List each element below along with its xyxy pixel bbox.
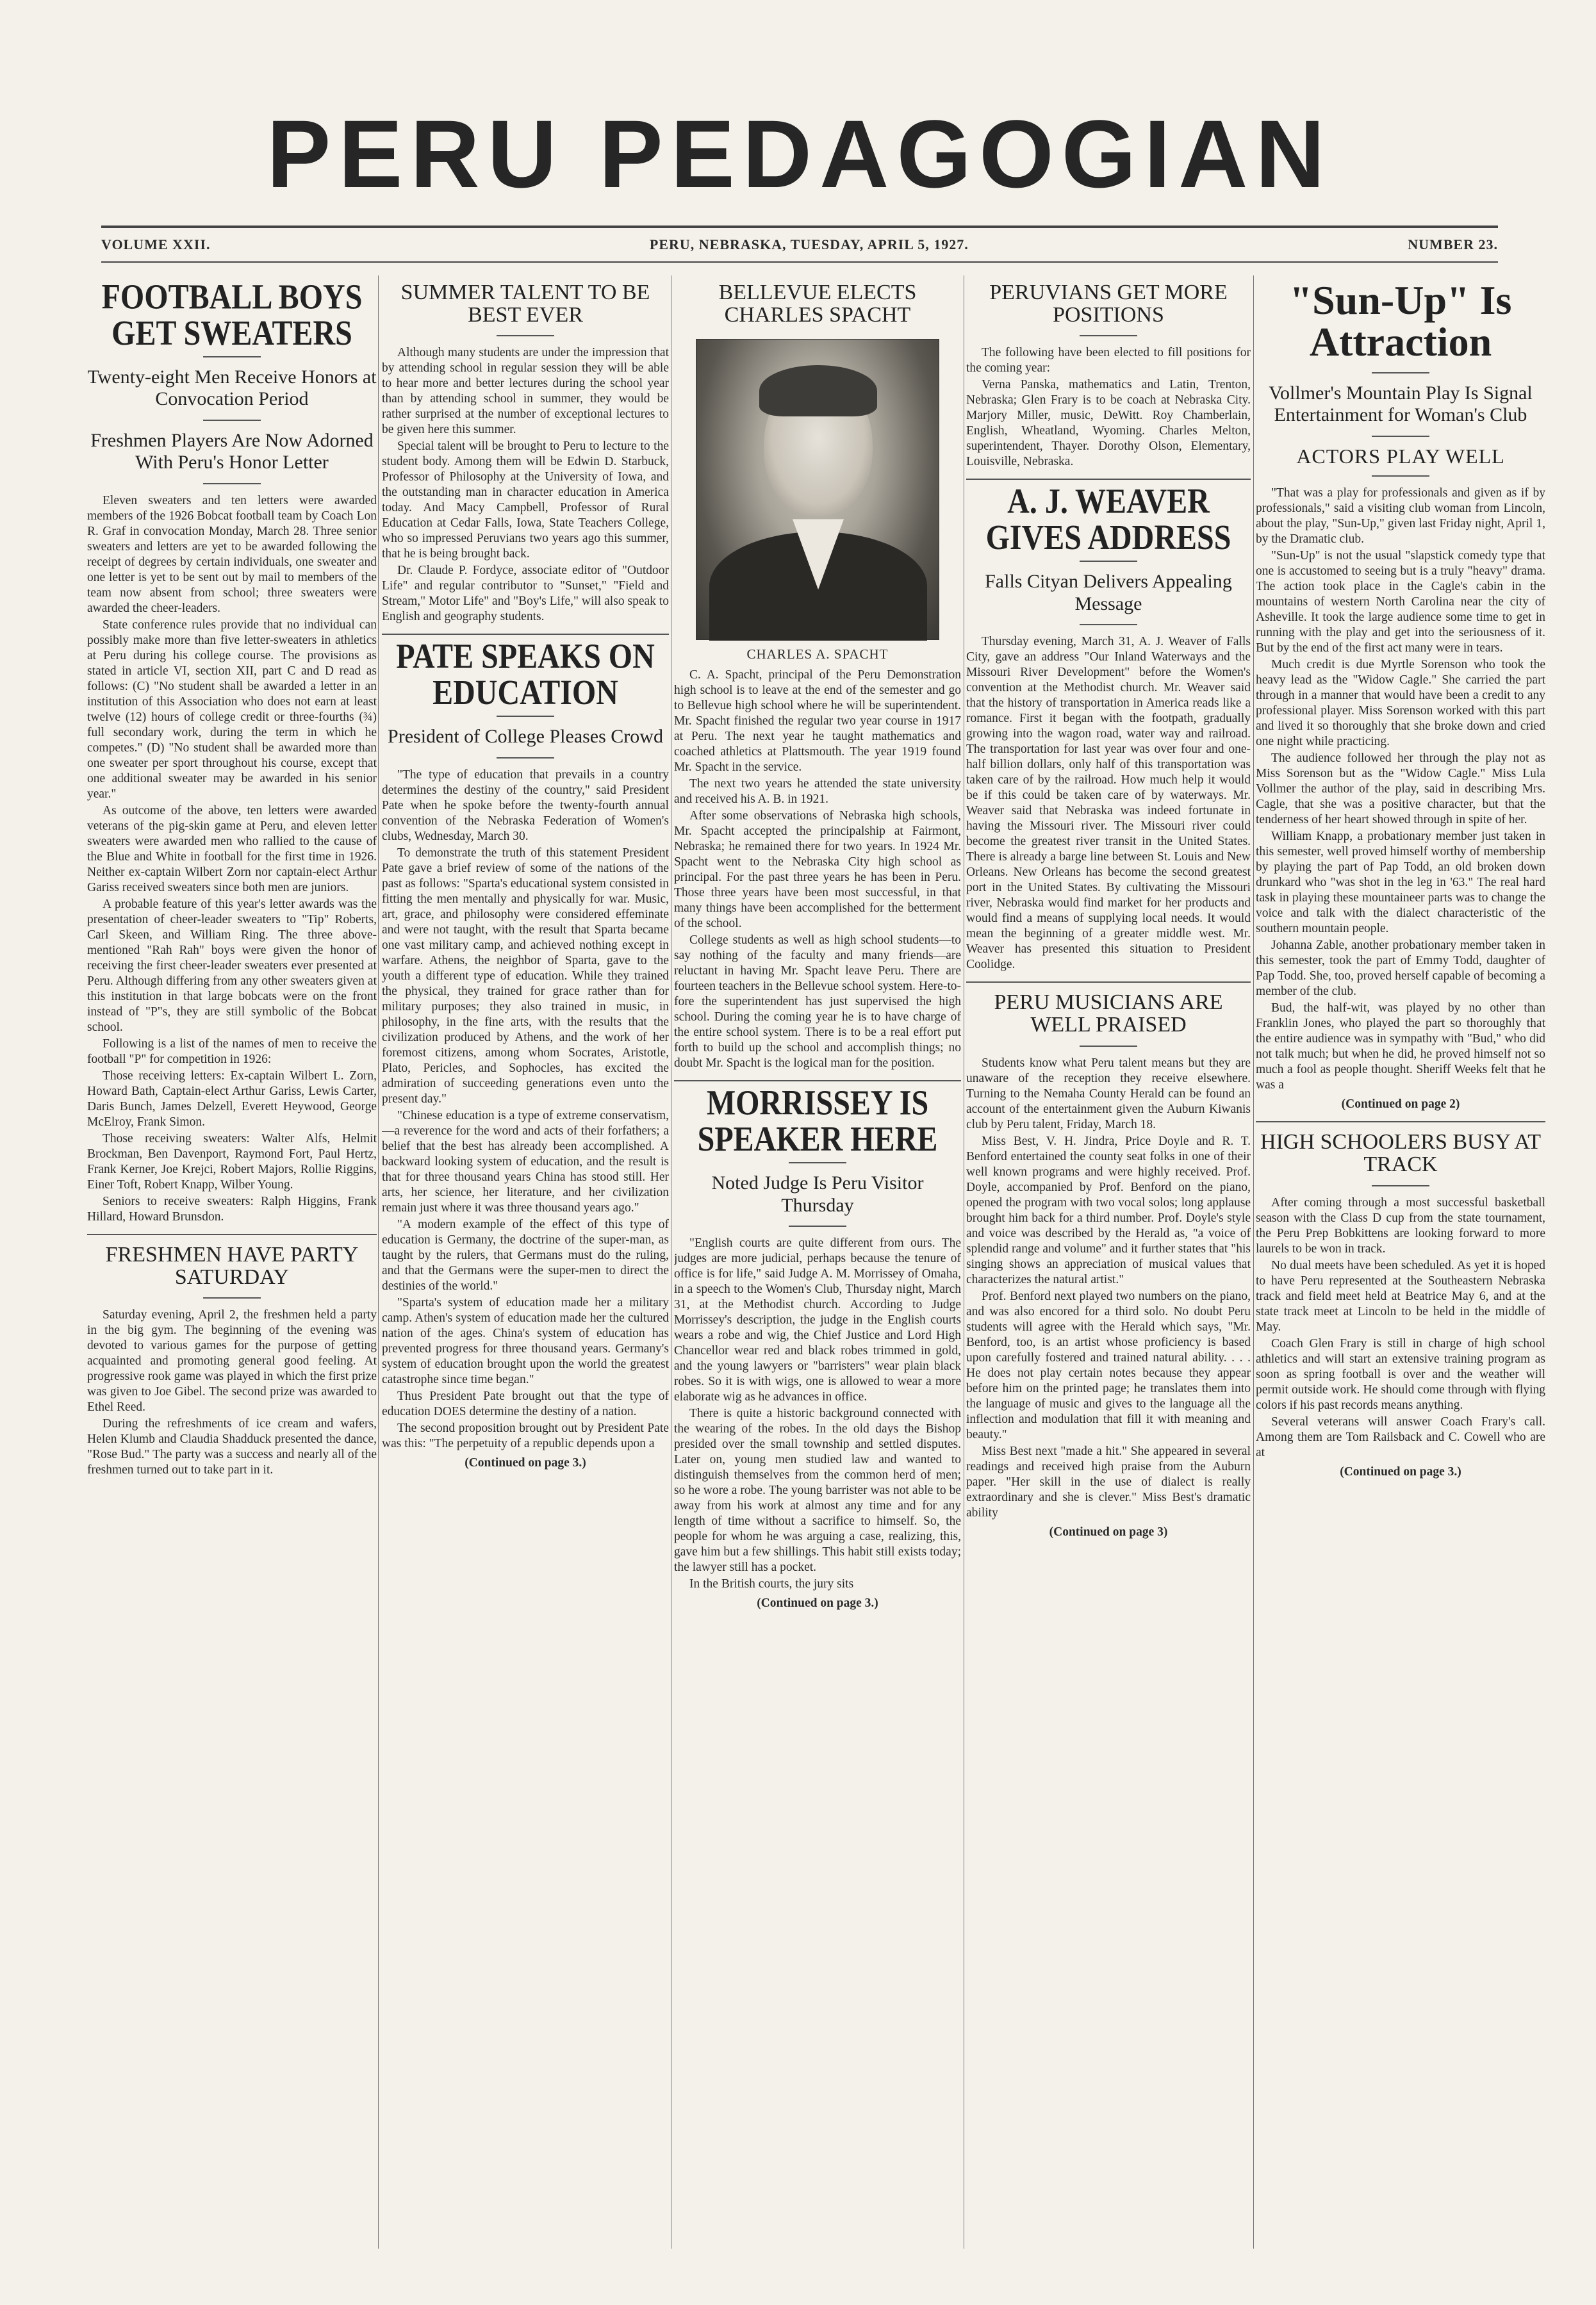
article-paragraph: Those receiving letters: Ex-captain Wilbert L. Zorn, Howard Bath, Captain-elect Arthur Gariss, Lewis Carter, Daris Bunch, James Delzell, Everett Heywood, George McElroy, Frank Simon.	[87, 1069, 377, 1129]
article-paragraph: C. A. Spacht, principal of the Peru Demonstration high school is to leave at the end of the semester and go to Bellevue high school where he will be superintendent. Mr. Spacht finished the regular two year course in 1917 at Peru. The next year he taught mathematics and coached athletics at Plattsmouth. The year 1919 found Mr. Spacht in the service.	[674, 668, 961, 775]
article-paragraph: To demonstrate the truth of this statement President Pate gave a brief review of some of the nations of the past as follows: "Sparta's educational system consisted in fitting the men mentally and physically for war. Music, art, grace, and philosophy were considered effeminate and were not taught, with the result that Sparta became one vast military camp, and achieved nothing except in warfare. Athens, the neighbor of Sparta, gave to the youth a different type of education. While they trained the physical, they trained for grace rather than for military purposes; they also trained in music, in philosophy, in the fine arts, with the results that the civilization produced by Athens, and the work of her foremost citizens, among whom Socrates, Aristotle, Plato, Pericles, and Sophocles, has excited the admiration of succeeding generations even unto the present day."	[382, 846, 669, 1106]
masthead	[76, 90, 1524, 218]
article-paragraph: "English courts are quite different from ours. The judges are more judicial, perhaps because the tenure of office is for life," said Judge A. M. Morrissey of Omaha, in a speech to the Women's Club, Thursday night, March 31, at the Methodist church. According to Judge Morrissey's description, the judge in the English courts wears a robe and wig, the Chief Justice and Lord High Chancellor wear red and black robes trimmed in gold, and the young lawyers or "barristers" wear plain black robes. So it is with wigs, one is allowed to wear a more elaborate wig as he advances in office.	[674, 1236, 961, 1404]
article-paragraph: No dual meets have been scheduled. As yet it is hoped to have Peru represented at the Southeastern Nebraska track and field meet held at Beatrice May 6, and at the state track meet at Lincoln to be held in the middle of May.	[1256, 1258, 1545, 1334]
article-paragraph: The audience followed her through the play not as Miss Sorenson but as the "Widow Cagle." Miss Lula Vollmer the author of the play, said in describing Mrs. Cagle, that she was a positive character, but that the tenderness of her heart showed through in spite of her.	[1256, 751, 1545, 827]
article-paragraph: Much credit is due Myrtle Sorenson who took the heavy lead as the "Widow Cagle." She carried the part through in a manner that would have been a credit to any professional player. Miss Sorenson worked with this part and lived it so thoroughly that she broke down and cried one night while practicing.	[1256, 658, 1545, 749]
photo-caption: CHARLES A. SPACHT	[746, 646, 889, 662]
divider	[966, 479, 1251, 480]
divider	[1372, 436, 1429, 437]
divider	[1080, 561, 1137, 562]
article-paragraph: Prof. Benford next played two numbers on the piano, and was also encored for a third solo. No doubt Peru students will agree with the Herald which says, "Mr. Benford, too, is an artist whose proficiency is based upon carefully fostered and trained natural ability. . . . He does not play certain notes because they appear before him on the printed page; he translates them into the language of music and gives to the language all the inflection and modulation that fill it with meaning and beauty."	[966, 1289, 1251, 1441]
continued-note: (Continued on page 2)	[1341, 1097, 1460, 1111]
article-paragraph: Special talent will be brought to Peru to lecture to the student body. Among them will be Edwin D. Starbuck, Professor of Philosophy at the University of Iowa, and the outstanding man in character education in America today. And Macy Campbell, Professor of Rural Education at Cedar Falls, Iowa, State Teachers College, who so impressed Peruvians two years ago this summer, that he is being brought back.	[382, 439, 669, 561]
column-divider	[378, 275, 379, 2249]
headline-sun-up: "Sun-Up" Is Attraction	[1289, 277, 1512, 365]
article-paragraph: The next two years he attended the state university and received his A. B. in 1921.	[674, 777, 961, 807]
deck-football-1: Twenty-eight Men Receive Honors at Convocation Period	[87, 366, 377, 410]
article-paragraph: Miss Best, V. H. Jindra, Price Doyle and R. T. Benford entertained the county seat folks in one of their well known programs and were highly received. Prof. Doyle, accompanied by Prof. Benford on the piano, opened the program with two vocal solos; long applause brought him back for a third number. Prof. Doyle's style and voice was described by the Herald as, "a voice of splendid range and volume" and it further states that "his singing shows an appreciation of musical values that characterizes the natural artist."	[966, 1134, 1251, 1286]
volume-label: VOLUME XXII.	[101, 236, 211, 252]
article-paragraph: After coming through a most successful basketball season with the Class D cup from the state tournament, the Peru Prep Bobkittens are looking forward to more laurels to be won in track.	[1256, 1195, 1545, 1256]
article-paragraph: Saturday evening, April 2, the freshmen held a party in the big gym. The beginning of the evening was devoted to various games for the purpose of getting acquainted and promoting general good feeling. At progressive rook game was played in which the first prize was given to Joe Gibel. The second prize was awarded to Ethel Reed.	[87, 1308, 377, 1415]
column-2	[382, 275, 669, 2268]
article-paragraph: "A modern example of the effect of this type of education is Germany, the doctrine of the super-man, as taught by the rulers, that Germans must do the ruling, and that the Germans were the super-men to direct the destinies of the world."	[382, 1217, 669, 1293]
headline-peruvians: PERUVIANS GET MORE POSITIONS	[989, 281, 1228, 327]
continued-note: (Continued on page 3.)	[1340, 1464, 1461, 1479]
article-paragraph: The following have been elected to fill positions for the coming year:	[966, 346, 1251, 375]
headline-football: FOOTBALL BOYS GET SWEATERS	[101, 277, 363, 353]
article-paragraph: Miss Best next "made a hit." She appeared in several readings and received high praise from the Auburn paper. "Her skill in the use of dialect is really extraordinary and she is clever." Miss Best's dramatic ability	[966, 1444, 1251, 1520]
article-paragraph: The second proposition brought out by President Pate was this: "The perpetuity of a republic depends upon a	[382, 1421, 669, 1450]
article-paragraph: College students as well as high school students—to say nothing of the faculty and many friends—are reluctant in having Mr. Spacht leave Peru. There are fourteen teachers in the Bellevue school system. Here-to-fore the superintendent has just supervised the high school. During the coming year he is to have charge of the entire school system. There is to be a real effort put forth to build up the school and accomplish things; no doubt Mr. Spacht is the logical man for the position.	[674, 933, 961, 1070]
divider	[203, 420, 261, 421]
divider	[789, 1162, 846, 1163]
article-paragraph: "Sparta's system of education made her a military camp. Athen's system of education made her the cultured nation of the ages. China's system of education has prevented progress for three thousand years. Germany's system of education brought upon the world the greatest catastrophe since time began."	[382, 1295, 669, 1386]
newspaper-page	[76, 90, 1545, 2261]
headline-morrissey: MORRISSEY IS SPEAKER HERE	[697, 1083, 938, 1159]
headline-summer-talent: SUMMER TALENT TO BE BEST EVER	[400, 281, 650, 327]
deck-weaver: Falls Cityan Delivers Appealing Message	[985, 571, 1232, 614]
article-paragraph: "Chinese education is a type of extreme conservatism,—a reverence for the word and acts of their forfathers; a belief that the best has already been accomplished. A backward looking system of education, and the result is that for three thousand years China has stood still. Her arts, her science, her literature, and her civilization remain just where it was three thousand years ago."	[382, 1108, 669, 1215]
headline-freshmen-party: FRESHMEN HAVE PARTY SATURDAY	[105, 1242, 359, 1289]
place-date: PERU, NEBRASKA, TUESDAY, APRIL 5, 1927.	[649, 236, 969, 252]
article-paragraph: "That was a play for professionals and given as if by professionals," said a visiting club woman from Lincoln, about the play, "Sun-Up," given last Friday night, April 1, by the Dramatic club.	[1256, 486, 1545, 546]
headline-weaver: A. J. WEAVER GIVES ADDRESS	[985, 482, 1231, 557]
headline-bellevue: BELLEVUE ELECTS CHARLES SPACHT	[718, 281, 917, 327]
deck-morrissey: Noted Judge Is Peru Visitor Thursday	[711, 1172, 924, 1216]
article-paragraph: "The type of education that prevails in a country determines the destiny of the country," said President Pate when he spoke before the twenty-fourth annual convention of the Nebraska Federation of Women's clubs, Wednesday, March 30.	[382, 767, 669, 843]
article-paragraph: "Sun-Up" is not the usual "slapstick comedy type that one is accustomed to seeing but is a truly "heavy" drama. The action took place in the Cagle's cabin in the mountains of western North Carolina near the city of Asheville. It took the large audience some time to get in running with the play and get into the seriousness of it. But by the end of the first act many were in tears.	[1256, 549, 1545, 655]
continued-note: (Continued on page 3.)	[757, 1596, 878, 1611]
divider	[382, 634, 669, 635]
divider	[1256, 1121, 1545, 1122]
divider	[203, 356, 261, 357]
article-paragraph: Thursday evening, March 31, A. J. Weaver of Falls City, gave an address "Our Inland Waterways and the Missouri River Development" before the Women's convention at the Methodist church. Mr. Weaver said that the history of transportation in America reads like a romance. First it began with the footpath, gradually growing into the wagon road, water way and railroad. The transportation for last year was over four and one-half billion dollars, only half of this transportation was taken care of by the railroad. How much help it would be if this could be taken care of by waterways. Mr. Weaver said that Nebraska was indeed fortunate in having the Missouri river. The Missouri river could become the greatest river transit in the United States. There is already a barge line between St. Louis and New Orleans. New Orleans has become the second greatest port in the United States. By cultivating the Missouri river, Nebraska would find market for her products and would find a means of supplying local needs. It would mean the beginning of a greater middle west. Mr. Weaver has presented this situation to President Coolidge.	[966, 635, 1251, 972]
article-paragraph: A probable feature of this year's letter awards was the presentation of cheer-leader sweaters to "Tip" Roberts, Carl Skeen, and William Ring. The three above-mentioned "Rah Rah" boys were given the honor of receiving the first cheer-leader sweaters ever presented at Peru. Although differing from any other sweaters given at this institution in that large bobcats were on the front instead of "P"s, they are still symbolic of the Bobcat school.	[87, 897, 377, 1034]
article-paragraph: As outcome of the above, ten letters were awarded veterans of the pig-skin game at Peru, and eleven letter sweaters were awarded men who rallied to the cause of the Blue and White in football for the first time in 1926. Neither ex-captain Wilbert Zorn nor captain-elect Arthur Gariss received sweaters since both men are juniors.	[87, 803, 377, 894]
article-paragraph: In the British courts, the jury sits	[689, 1577, 854, 1591]
article-paragraph: Seniors to receive sweaters: Ralph Higgins, Frank Hillard, Howard Brunsdon.	[87, 1194, 377, 1224]
divider	[203, 1297, 261, 1299]
article-paragraph: Dr. Claude P. Fordyce, associate editor of "Outdoor Life" and regular contributor to "Sunset," "Field and Stream," Motor Life" and "Boy's Life," will also speak to English and geography students.	[382, 564, 669, 624]
divider	[497, 335, 554, 336]
continued-note: (Continued on page 3)	[1049, 1525, 1168, 1539]
column-5	[1256, 275, 1545, 2268]
divider	[203, 483, 261, 484]
divider	[1080, 624, 1137, 625]
dateline-rule	[101, 261, 1498, 263]
deck-actors: ACTORS PLAY WELL	[1296, 444, 1505, 468]
article-paragraph: Eleven sweaters and ten letters were awarded members of the 1926 Bobcat football team by Coach Lon R. Graf in convocation Monday, March 28. Three senior sweaters and letters are yet to be awarded following the receipt of degrees by certain individuals, one sweater and one letter is yet to be sent out by mail to members of the team now absent from school; three sweaters were awarded the cheer-leaders.	[87, 493, 377, 615]
article-paragraph: Several veterans will answer Coach Frary's call. Among them are Tom Railsback and C. Cowell who are at	[1256, 1415, 1545, 1459]
continued-note: (Continued on page 3.)	[465, 1456, 586, 1470]
divider	[87, 1234, 377, 1235]
divider	[497, 716, 554, 717]
masthead-title: PERU PEDAGOGIAN	[267, 100, 1333, 208]
issue-number: NUMBER 23.	[1408, 236, 1498, 252]
deck-football-2: Freshmen Players Are Now Adorned With Peru's Honor Letter	[90, 429, 374, 473]
divider	[789, 1226, 846, 1227]
headline-high-schoolers: HIGH SCHOOLERS BUSY AT TRACK	[1260, 1130, 1541, 1176]
article-paragraph: Thus President Pate brought out that the type of education DOES determine the destiny of a nation.	[382, 1389, 669, 1418]
divider	[1372, 475, 1429, 477]
article-paragraph: Johanna Zable, another probationary member taken in this semester, took the part of Emmy Todd, daughter of Pap Todd. She, too, proved herself capable of becoming a member of the club.	[1256, 939, 1545, 999]
article-paragraph: Following is a list of the names of men to receive the football "P" for competition in 1926:	[87, 1037, 377, 1066]
column-divider	[1253, 275, 1254, 2249]
divider	[1080, 1046, 1137, 1047]
article-paragraph: There is quite a historic background connected with the wearing of the robes. In the old days the Bishop presided over the small township and settled disputes. Later on, young men studied law and wanted to distinguish themselves from the common herd of men; so he wore a robe. The young barrister was not able to be away from his work at almost any time and for any length of time without a sacrifice to himself. So, the people for whom he was arguing a case, realizing, this, gave him but a few shillings. This habit still exists today; the lawyer still has a pocket.	[674, 1407, 961, 1575]
article-paragraph: William Knapp, a probationary member just taken in this semester, well proved himself worthy of membership by playing the part of Pap Todd, an old broken down drunkard who "was shot in the leg in '63." The real hard task in playing these mountaineer parts was to change the voice and talk with the dialect characteristic of the southern mountain people.	[1256, 830, 1545, 936]
article-paragraph: Coach Glen Frary is still in charge of high school athletics and will start an extensive training program as soon as spring football is over and the weather will permit outside work. He should come through with flying colors if his past records means anything.	[1256, 1336, 1545, 1412]
article-paragraph: Those receiving sweaters: Walter Alfs, Helmit Brockman, Ben Davenport, Raymond Fort, Paul Hertz, Frank Kerner, Joe Krejci, Robert Majors, Rollie Riggins, Einer Toft, Robert Knapp, Wilber Young.	[87, 1131, 377, 1192]
column-4	[966, 275, 1251, 2268]
divider	[1372, 1185, 1429, 1186]
article-paragraph: Students know what Peru talent means but they are unaware of the reception they receive elsewhere. Turning to the Nemaha County Herald can be found an account of the entertainment given the Auburn Kiwanis club by Peru talent, Friday, March 18.	[966, 1056, 1251, 1131]
divider	[674, 1080, 961, 1081]
masthead-rule	[101, 226, 1498, 228]
divider	[497, 757, 554, 759]
divider	[966, 981, 1251, 983]
article-paragraph: State conference rules provide that no individual can possibly make more than five letter-sweaters in athletics at Peru during his college course. The provisions as stated in article VI, section XII, part C and D read as follows: (C) "No student shall be awarded a letter in an institution of this Association who does not earn at least twelve (12) hours of college credit or three-fourths (¾) full secondary work, during the term in which he competes." (D) "No student shall be awarded more than one sweater per sport throughout his course, except that one additional sweater may be awarded in his senior year."	[87, 618, 377, 801]
divider	[1080, 335, 1137, 336]
dateline	[101, 232, 1498, 258]
deck-sun-up: Vollmer's Mountain Play Is Signal Entertainment for Woman's Club	[1269, 382, 1533, 426]
article-paragraph: After some observations of Nebraska high schools, Mr. Spacht accepted the principalship at Fairmont, Nebraska; he remained there for two years. In 1924 Mr. Spacht went to the Nebraska City high school as principal. For the past three years he has been in Peru. Those three years have been most successful, in that many things have been accomplished for the betterment of the school.	[674, 809, 961, 931]
column-1	[87, 275, 377, 2268]
article-paragraph: Although many students are under the impression that by attending school in regular session they will be able to hear more and better lectures during the school year than by attending school in summer, they would be rather surprised at the number of exceptional lectures to be given here this summer.	[382, 346, 669, 437]
portrait-photo	[696, 339, 939, 640]
headline-pate-speaks: PATE SPEAKS ON EDUCATION	[396, 637, 655, 712]
headline-musicians: PERU MUSICIANS ARE WELL PRAISED	[994, 990, 1223, 1037]
article-paragraph: During the refreshments of ice cream and wafers, Helen Klumb and Claudia Shadduck presented the dance, "Rose Bud." The party was a success and nearly all of the freshmen turned out to take part in it.	[87, 1417, 377, 1477]
article-paragraph: Verna Panska, mathematics and Latin, Trenton, Nebraska; Glen Frary is to be coach at Nebraska City. Marjory Miller, music, DeWitt. Roy Chamberlain, English, Wheatland, Wyoming. Charles Melton, superintendent, Thayer. Dorothy Olson, Elementary, Louisville, Nebraska.	[966, 378, 1251, 469]
article-paragraph: Bud, the half-wit, was played by no other than Franklin Jones, who played the part so thoroughly that the entire audience was in sympathy with "Bud," who did not talk much; but when he did, he proved himself not so much a fool as people thought. Sheriff Weeks felt that he was a	[1256, 1001, 1545, 1092]
deck-pate: President of College Pleases Crowd	[388, 726, 663, 748]
divider	[1372, 372, 1429, 373]
column-3	[674, 275, 961, 2268]
